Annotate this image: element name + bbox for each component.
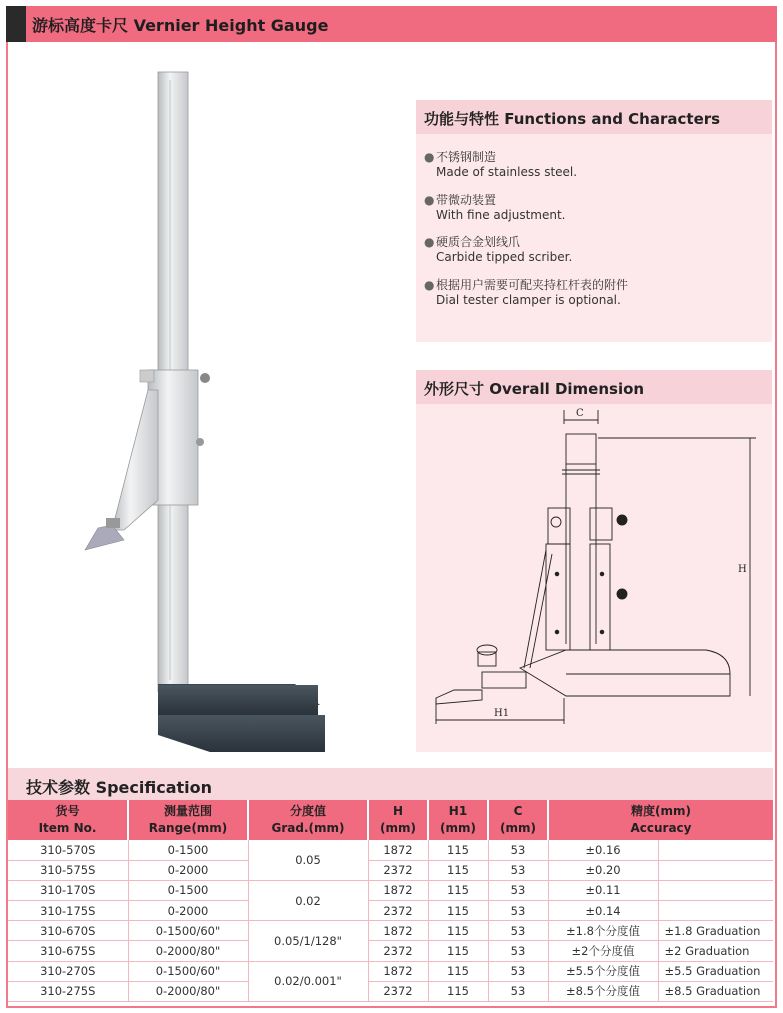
dimension-panel [416, 370, 772, 752]
table-row: 310-175S 0-2000 2372 115 53 ±0.14 [8, 901, 773, 921]
bullet-icon: ● [424, 235, 435, 249]
dim-label-h1: H1 [494, 708, 510, 719]
bullet-icon: ● [424, 193, 435, 207]
feature-item [424, 278, 628, 308]
height-gauge-photo [60, 60, 360, 760]
grad-cell: 0.05/1/128" [248, 921, 368, 961]
feature-cn: 不锈钢制造 [436, 150, 497, 164]
feature-cn: 带微动装置 [436, 193, 497, 207]
feature-cn: 根据用户需要可配夹持杠杆表的附件 [436, 278, 629, 292]
feature-item [424, 150, 577, 180]
spec-table [8, 800, 773, 1002]
col-header-accuracy: 精度(mm) Accuracy [548, 800, 773, 840]
feature-en: Made of stainless steel. [436, 165, 578, 179]
grad-cell: 0.05 [248, 840, 368, 880]
dim-label-c: C [576, 408, 584, 419]
functions-title: 功能与特性 Functions and Characters [416, 100, 772, 134]
bullet-icon: ● [424, 278, 435, 292]
col-header-c: C (mm) [488, 800, 548, 840]
dimension-title: 外形尺寸 Overall Dimension [416, 370, 772, 404]
feature-cn: 硬质合金划线爪 [436, 235, 521, 249]
bullet-icon: ● [424, 150, 435, 164]
grad-cell: 0.02 [248, 880, 368, 920]
page-title: 游标高度卡尺 Vernier Height Gauge [32, 16, 329, 35]
table-row: 310-670S 0-1500/60" 0.05/1/128" 1872 115 53 ±1.8个分度值 ±1.8 Graduation [8, 921, 773, 941]
feature-en: Dial tester clamper is optional. [436, 293, 621, 307]
feature-item [424, 235, 572, 265]
dimension-drawing [416, 404, 772, 752]
functions-panel [416, 100, 772, 342]
feature-en: With fine adjustment. [436, 208, 566, 222]
feature-en: Carbide tipped scriber. [436, 250, 573, 264]
col-header-h: H (mm) [368, 800, 428, 840]
grad-cell: 0.02/0.001" [248, 961, 368, 1001]
table-row: 310-170S 0-1500 0.02 1872 115 53 ±0.11 [8, 880, 773, 900]
col-header-range: 测量范围 Range(mm) [128, 800, 248, 840]
table-row: 310-270S 0-1500/60" 0.02/0.001" 1872 115 53 ±5.5个分度值 ±5.5 Graduation [8, 961, 773, 981]
feature-item [424, 193, 566, 223]
dim-label-h: H [738, 564, 747, 575]
table-header-row [8, 800, 773, 840]
table-row: 310-575S 0-2000 2372 115 53 ±0.20 [8, 860, 773, 880]
col-header-h1: H1 (mm) [428, 800, 488, 840]
table-row: 310-570S 0-1500 0.05 1872 115 53 ±0.16 [8, 840, 773, 860]
header-accent-block [6, 6, 26, 42]
col-header-item: 货号 Item No. [8, 800, 128, 840]
table-row: 310-275S 0-2000/80" 2372 115 53 ±8.5个分度值 ±8.5 Graduation [8, 981, 773, 1001]
spec-title: 技术参数 Specification [8, 768, 773, 800]
col-header-grad: 分度值 Grad.(mm) [248, 800, 368, 840]
table-row: 310-675S 0-2000/80" 2372 115 53 ±2个分度值 ±2 Graduation [8, 941, 773, 961]
